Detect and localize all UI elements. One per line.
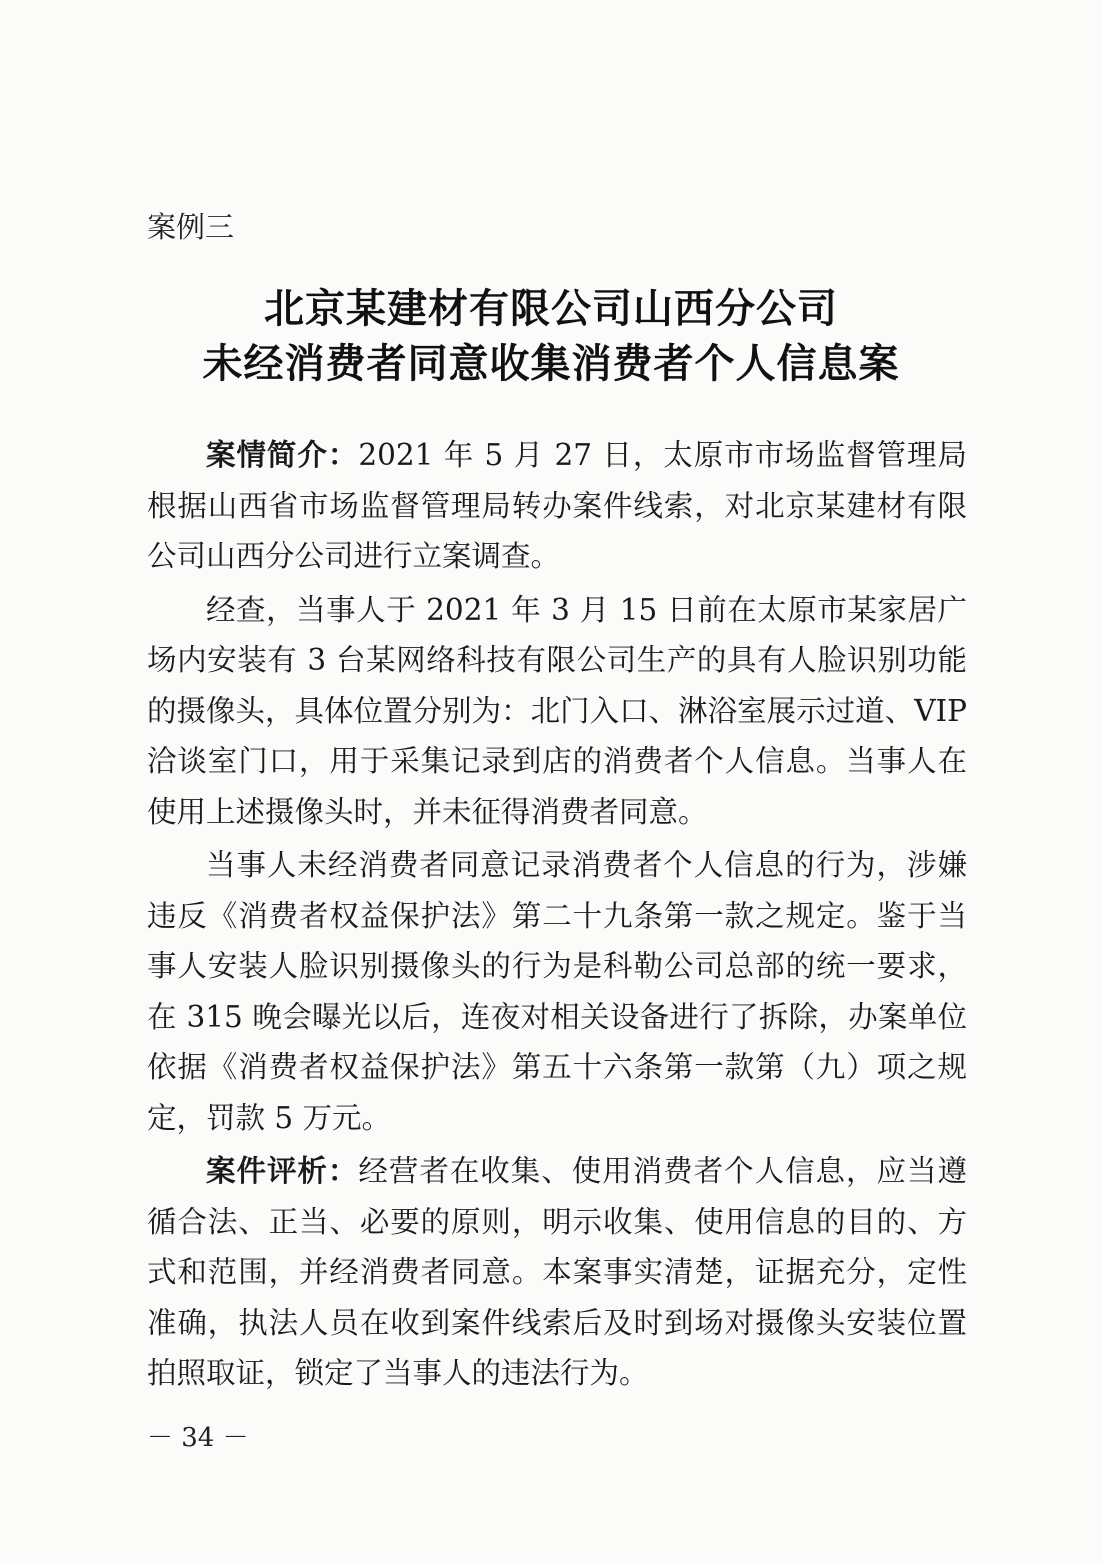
- paragraph-case-summary: [147, 430, 967, 582]
- page-number: － 34 －: [147, 1423, 249, 1453]
- document-body: [147, 430, 967, 1399]
- paragraph-text: 经营者在收集、使用消费者个人信息，应当遵循合法、正当、必要的原则，明示收集、使用信息的目的、方式和范围，并经消费者同意。本案事实清楚，证据充分，定性准确，执法人员在收到案件线索后及时到场对摄像头安装位置拍照取证，锁定了当事人的违法行为。: [147, 1154, 967, 1390]
- paragraph-penalty: [147, 840, 967, 1143]
- paragraph-lead: 案情简介：: [206, 438, 359, 472]
- paragraph-text: 当事人未经消费者同意记录消费者个人信息的行为，涉嫌违反《消费者权益保护法》第二十九条第一款之规定。鉴于当事人安装人脸识别摄像头的行为是科勒公司总部的统一要求，在 315 晚会曝光以后，连夜对相关设备进行了拆除，办案单位依据《消费者权益保护法》第五十六条第一款第（九）项之规定，罚款 5 万元。: [147, 848, 967, 1135]
- paragraph-text: 2021 年 5 月 27 日，太原市市场监督管理局根据山西省市场监督管理局转办案件线索，对北京某建材有限公司山西分公司进行立案调查。: [147, 438, 967, 573]
- paragraph-investigation: [147, 585, 967, 838]
- paragraph-case-analysis: [147, 1146, 967, 1399]
- document-title-line-1: 北京某建材有限公司山西分公司: [264, 285, 838, 332]
- paragraph-text: 经查，当事人于 2021 年 3 月 15 日前在太原市某家居广场内安装有 3 台某网络科技有限公司生产的具有人脸识别功能的摄像头，具体位置分别为：北门入口、淋浴室展示过道、VIP 洽谈室门口，用于采集记录到店的消费者个人信息。当事人在使用上述摄像头时，并未征得消费者同意。: [147, 592, 967, 829]
- document-title-line-2: 未经消费者同意收集消费者个人信息案: [202, 340, 900, 387]
- paragraph-lead: 案件评析：: [206, 1154, 359, 1188]
- case-label: 案例三: [147, 210, 235, 244]
